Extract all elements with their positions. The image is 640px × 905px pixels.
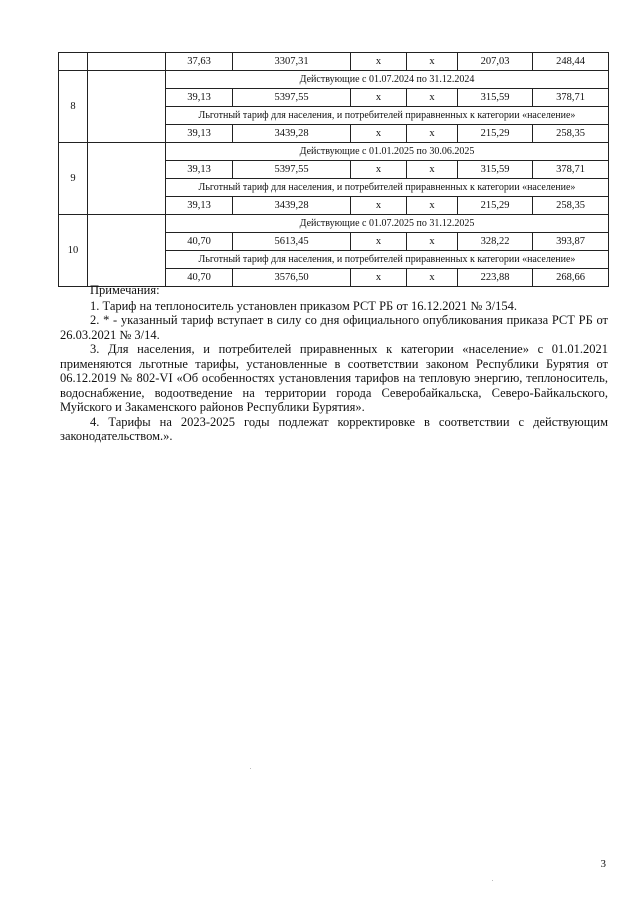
value-cell: 378,71 [533,161,609,179]
value-cell: 39,13 [166,125,233,143]
empty-cell [88,215,166,287]
value-cell: 5397,55 [233,161,351,179]
value-cell: x [407,161,458,179]
value-cell: 248,44 [533,53,609,71]
value-cell: 393,87 [533,233,609,251]
value-cell: 37,63 [166,53,233,71]
note-item-2: 2. * - указанный тариф вступает в силу со дня официального опубликования приказа РСТ РБ от 26.03.2021 № 3/14. [60,313,608,342]
value-cell: x [407,89,458,107]
value-cell: x [351,161,407,179]
scan-speck [492,880,493,881]
value-cell: 258,35 [533,125,609,143]
benefit-label: Льготный тариф для населения, и потребителей приравненных к категории «население» [166,251,609,269]
period-label: Действующие с 01.07.2024 по 31.12.2024 [166,71,609,89]
value-cell: x [407,53,458,71]
value-cell: 378,71 [533,89,609,107]
benefit-label: Льготный тариф для населения, и потребителей приравненных к категории «население» [166,179,609,197]
value-cell: 215,29 [458,197,533,215]
value-cell: 39,13 [166,89,233,107]
note-item-3: 3. Для населения, и потребителей приравненных к категории «население» с 01.01.2021 применяются льготные тарифы, установленные в соответствии законом Республики Бурятия от 06.12.2019 № 802-VI «Об особенностях установления тарифов на тепловую энергию, теплоноситель, водоснабжение, водоотведение на территории города Северобайкальска, Северо-Байкальского, Муйского и Закаменского районов Республики Бурятия». [60,342,608,414]
row-number-cell: 10 [59,215,88,287]
value-cell: 3307,31 [233,53,351,71]
value-cell: 5397,55 [233,89,351,107]
value-cell: 207,03 [458,53,533,71]
value-cell: 3439,28 [233,197,351,215]
page-number: 3 [600,858,606,870]
value-cell: 39,13 [166,161,233,179]
value-cell: 328,22 [458,233,533,251]
value-cell: 223,88 [458,269,533,287]
note-item-1: 1. Тариф на теплоноситель установлен приказом РСТ РБ от 16.12.2021 № 3/154. [90,298,518,313]
value-cell: 315,59 [458,89,533,107]
benefit-label: Льготный тариф для населения, и потребителей приравненных к категории «население» [166,107,609,125]
note-item-4: 4. Тарифы на 2023-2025 годы подлежат корректировке в соответствии с действующим законодательством.». [60,414,608,443]
scan-speck [250,768,251,769]
table-row [59,143,609,161]
notes-section [60,283,608,444]
row-number-cell [59,53,88,71]
empty-cell [88,53,166,71]
value-cell: 258,35 [533,197,609,215]
value-cell: 39,13 [166,197,233,215]
value-cell: 215,29 [458,125,533,143]
table-row [59,71,609,89]
value-cell: x [351,233,407,251]
empty-cell [88,143,166,215]
value-cell: 3439,28 [233,125,351,143]
notes-heading: Примечания: [90,283,160,297]
value-cell: x [351,89,407,107]
value-cell: x [407,125,458,143]
value-cell: 268,66 [533,269,609,287]
value-cell: x [351,125,407,143]
value-cell: x [351,197,407,215]
value-cell: 5613,45 [233,233,351,251]
value-cell: x [407,269,458,287]
value-cell: x [407,233,458,251]
row-number-cell: 8 [59,71,88,143]
value-cell: 40,70 [166,233,233,251]
value-cell: x [351,269,407,287]
table-row [59,215,609,233]
value-cell: x [351,53,407,71]
row-number-cell: 9 [59,143,88,215]
period-label: Действующие с 01.07.2025 по 31.12.2025 [166,215,609,233]
value-cell: 315,59 [458,161,533,179]
table-row [59,53,609,71]
value-cell: 40,70 [166,269,233,287]
value-cell: x [407,197,458,215]
empty-cell [88,71,166,143]
value-cell: 3576,50 [233,269,351,287]
period-label: Действующие с 01.01.2025 по 30.06.2025 [166,143,609,161]
tariff-table [58,52,609,287]
